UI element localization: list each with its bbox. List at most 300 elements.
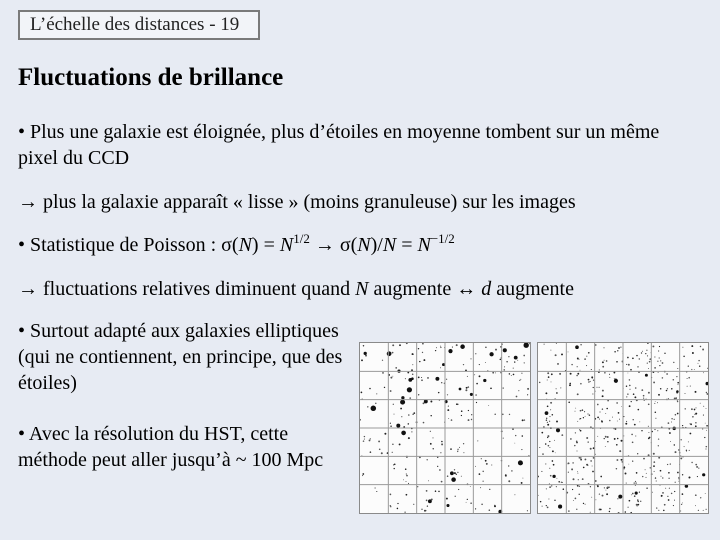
speckle-dot — [422, 352, 423, 353]
speckle-dot — [441, 443, 443, 445]
speckle-dot — [640, 501, 641, 502]
speckle-dot — [692, 416, 694, 418]
speckle-dot — [435, 490, 437, 492]
speckle-dot — [550, 475, 552, 477]
speckle-dot — [408, 483, 409, 484]
speckle-dot — [662, 377, 664, 379]
speckle-dot — [404, 512, 405, 513]
speckle-dot — [397, 508, 399, 510]
speckle-dot — [419, 361, 420, 362]
speckle-dot — [682, 347, 683, 348]
speckle-dot — [607, 436, 609, 438]
speckle-dot — [632, 419, 633, 420]
speckle-dot — [676, 376, 677, 377]
speckle-dot — [463, 364, 464, 365]
speckle-dot — [605, 413, 606, 414]
speckle-dot — [568, 510, 569, 511]
speckle-dot — [433, 448, 434, 449]
speckle-dot — [682, 502, 683, 503]
speckle-dot — [569, 384, 571, 386]
speckle-dot — [568, 462, 570, 464]
speckle-dot — [683, 356, 684, 357]
speckle-dot — [495, 349, 497, 351]
speckle-dot — [635, 485, 636, 486]
speckle-dot — [675, 482, 676, 483]
speckle-dot — [364, 436, 365, 437]
bullet-smooth-appearance: → plus la galaxie apparaît « lisse » (moins granuleuse) sur les images — [18, 191, 576, 213]
speckle-dot — [390, 505, 392, 507]
speckle-dot — [448, 418, 449, 419]
speckle-dot — [489, 489, 490, 490]
bullet-relative-fluctuations — [18, 276, 708, 302]
speckle-dot — [577, 485, 579, 487]
speckle-dot — [648, 403, 650, 405]
speckle-dot — [527, 510, 528, 511]
speckle-dot — [706, 408, 707, 409]
speckle-dot — [408, 423, 410, 425]
poisson-exponent-2: −1/2 — [430, 231, 455, 246]
star-dot — [407, 387, 412, 392]
speckle-dot — [687, 386, 688, 387]
speckle-dot — [516, 396, 518, 398]
star-dot — [676, 390, 679, 393]
speckle-dot — [612, 417, 613, 418]
fluct-text-3: augmente — [491, 278, 574, 300]
speckle-dot — [700, 403, 701, 404]
speckle-dot — [456, 344, 458, 346]
speckle-dot — [682, 493, 684, 495]
speckle-dot — [406, 494, 408, 496]
speckle-dot — [479, 375, 481, 377]
speckle-dot — [559, 373, 561, 375]
speckle-dot — [439, 469, 441, 471]
speckle-dot — [520, 379, 521, 380]
speckle-dot — [441, 481, 443, 483]
star-dot — [460, 344, 465, 349]
speckle-dot — [609, 377, 610, 378]
speckle-dot — [514, 443, 515, 444]
slide-header-label: L’échelle des distances - 19 — [30, 14, 240, 35]
speckle-dot — [636, 355, 637, 356]
speckle-dot — [551, 485, 552, 486]
speckle-dot — [485, 362, 486, 363]
speckle-dot — [674, 491, 675, 492]
speckle-dot — [555, 398, 556, 399]
speckle-dot — [502, 413, 504, 415]
speckle-dot — [604, 360, 605, 361]
speckle-dot — [382, 372, 384, 374]
speckle-dot — [687, 378, 688, 379]
speckle-dot — [518, 390, 519, 391]
poisson-var-n3: N — [357, 234, 371, 256]
speckle-dot — [667, 388, 668, 389]
speckle-dot — [503, 438, 504, 439]
speckle-dot — [638, 409, 640, 411]
star-dot — [556, 428, 560, 432]
speckle-dot — [671, 421, 672, 422]
speckle-dot — [653, 453, 655, 455]
speckle-dot — [685, 408, 686, 409]
speckle-dot — [595, 441, 596, 442]
speckle-dot — [454, 469, 455, 470]
speckle-dot — [407, 372, 409, 374]
speckle-dot — [625, 511, 627, 513]
speckle-dot — [695, 425, 697, 427]
speckle-dot — [375, 403, 376, 404]
speckle-dot — [544, 344, 545, 345]
speckle-dot — [542, 453, 544, 455]
speckle-dot — [653, 461, 655, 463]
speckle-dot — [697, 476, 698, 477]
speckle-dot — [538, 476, 539, 478]
speckle-dot — [369, 439, 371, 441]
star-dot — [450, 471, 454, 475]
speckle-dot — [418, 348, 419, 349]
speckle-dot — [607, 441, 608, 442]
speckle-dot — [653, 465, 655, 467]
speckle-dot — [406, 473, 407, 474]
speckle-dot — [635, 482, 636, 483]
speckle-dot — [677, 368, 678, 369]
speckle-dot — [573, 478, 575, 480]
speckle-dot — [691, 462, 692, 463]
speckle-dot — [673, 379, 675, 381]
speckle-dot — [645, 477, 646, 478]
speckle-dot — [476, 383, 478, 385]
speckle-dot — [674, 500, 675, 501]
speckle-dot — [621, 406, 622, 407]
speckle-dot — [658, 350, 659, 351]
star-dot — [635, 492, 638, 495]
speckle-dot — [382, 360, 383, 361]
speckle-dot — [591, 369, 592, 370]
speckle-dot — [394, 468, 395, 469]
speckle-dot — [668, 422, 670, 424]
speckle-dot — [694, 369, 695, 370]
speckle-dot — [394, 414, 395, 415]
speckle-dot — [577, 393, 579, 395]
speckle-dot — [671, 493, 673, 495]
speckle-dot — [658, 510, 659, 511]
speckle-dot — [514, 494, 515, 495]
speckle-dot — [623, 435, 624, 436]
speckle-dot — [609, 511, 610, 512]
speckle-dot — [673, 505, 674, 506]
speckle-dot — [626, 364, 627, 365]
speckle-dot — [599, 493, 600, 494]
speckle-dot — [659, 357, 660, 358]
speckle-dot — [636, 504, 638, 506]
speckle-dot — [524, 362, 525, 363]
speckle-dot — [703, 406, 704, 407]
speckle-dot — [626, 421, 627, 422]
speckle-dot — [618, 512, 620, 513]
speckle-dot — [570, 373, 572, 375]
speckle-dot — [522, 419, 524, 421]
star-dot — [706, 382, 708, 385]
speckle-dot — [413, 412, 415, 414]
speckle-dot — [408, 437, 410, 439]
speckle-dot — [671, 388, 673, 390]
speckle-dot — [438, 491, 440, 493]
star-dot — [503, 348, 507, 352]
speckle-dot — [682, 474, 683, 475]
speckle-dot — [641, 430, 642, 431]
speckle-dot — [547, 405, 549, 407]
speckle-dot — [430, 415, 431, 416]
speckle-dot — [686, 450, 687, 451]
speckle-dot — [617, 438, 619, 440]
speckle-dot — [633, 393, 635, 395]
speckle-dot — [440, 367, 441, 368]
speckle-dot — [698, 467, 699, 468]
speckle-dot — [609, 420, 611, 422]
speckle-dot — [629, 385, 631, 387]
ccd-grid-near — [360, 343, 530, 513]
speckle-dot — [361, 392, 363, 394]
speckle-dot — [636, 472, 638, 474]
speckle-dot — [700, 346, 701, 347]
speckle-dot — [580, 383, 582, 385]
speckle-dot — [448, 406, 449, 407]
speckle-dot — [627, 357, 629, 359]
speckle-dot — [607, 487, 609, 489]
speckle-dot — [463, 452, 464, 453]
speckle-dot — [509, 373, 511, 375]
speckle-dot — [673, 362, 674, 363]
speckle-dot — [390, 423, 391, 424]
poisson-var-n2: N — [279, 234, 294, 256]
speckle-dot — [406, 481, 407, 482]
speckle-dot — [605, 490, 606, 491]
speckle-dot — [476, 402, 477, 403]
speckle-dot — [675, 397, 676, 398]
speckle-dot — [504, 366, 505, 367]
fluct-text-1: → fluctuations relatives diminuent quand — [18, 278, 356, 300]
speckle-dot — [392, 376, 393, 377]
speckle-dot — [421, 379, 423, 381]
speckle-dot — [511, 375, 512, 376]
speckle-dot — [617, 498, 618, 499]
speckle-dot — [625, 423, 627, 425]
speckle-dot — [406, 475, 408, 477]
speckle-dot — [413, 504, 414, 505]
speckle-dot — [505, 474, 507, 476]
speckle-dot — [556, 421, 558, 423]
speckle-dot — [670, 441, 671, 442]
speckle-dot — [696, 466, 698, 468]
speckle-dot — [456, 474, 457, 475]
speckle-dot — [547, 435, 549, 437]
speckle-dot — [584, 358, 586, 360]
speckle-dot — [461, 415, 462, 416]
star-dot — [489, 352, 493, 356]
poisson-exponent-1: 1/2 — [293, 231, 310, 246]
speckle-dot — [642, 476, 643, 477]
speckle-dot — [655, 418, 656, 419]
speckle-dot — [495, 372, 496, 373]
speckle-dot — [635, 481, 636, 482]
speckle-dot — [576, 450, 577, 451]
speckle-dot — [477, 440, 478, 441]
speckle-dot — [568, 472, 569, 473]
speckle-dot — [657, 402, 658, 403]
speckle-dot — [639, 421, 640, 422]
speckle-dot — [616, 444, 618, 446]
speckle-dot — [637, 499, 638, 500]
speckle-dot — [547, 422, 548, 423]
speckle-dot — [576, 442, 578, 444]
speckle-dot — [540, 501, 542, 503]
speckle-dot — [590, 512, 591, 513]
star-dot — [411, 377, 414, 380]
speckle-dot — [364, 439, 365, 440]
speckle-dot — [609, 374, 610, 375]
speckle-dot — [688, 377, 690, 379]
speckle-dot — [572, 462, 574, 464]
speckle-dot — [467, 376, 468, 377]
speckle-dot — [643, 458, 645, 460]
speckle-dot — [552, 414, 554, 416]
speckle-dot — [392, 444, 394, 446]
speckle-dot — [597, 404, 599, 406]
speckle-dot — [579, 418, 580, 419]
speckle-dot — [604, 372, 606, 374]
speckle-dot — [412, 353, 414, 355]
speckle-dot — [616, 459, 618, 461]
speckle-dot — [575, 432, 576, 433]
speckle-dot — [691, 345, 693, 347]
speckle-dot — [690, 386, 691, 387]
poisson-var-n5: N — [417, 234, 431, 256]
speckle-dot — [580, 459, 582, 461]
speckle-dot — [621, 440, 623, 442]
speckle-dot — [547, 372, 549, 374]
speckle-dot — [547, 424, 549, 426]
speckle-dot — [592, 393, 593, 394]
speckle-dot — [558, 481, 560, 483]
speckle-dot — [632, 460, 633, 461]
speckle-dot — [689, 450, 690, 451]
speckle-dot — [684, 393, 685, 394]
speckle-dot — [369, 388, 371, 390]
speckle-dot — [399, 344, 401, 346]
speckle-dot — [545, 463, 546, 464]
speckle-dot — [475, 353, 476, 354]
speckle-dot — [576, 375, 578, 377]
speckle-dot — [664, 504, 666, 506]
speckle-dot — [441, 382, 442, 383]
speckle-dot — [411, 431, 412, 432]
speckle-dot — [635, 436, 636, 437]
speckle-dot — [582, 478, 584, 480]
speckle-dot — [426, 510, 427, 511]
speckle-dot — [522, 435, 524, 437]
speckle-dot — [647, 355, 648, 356]
speckle-dot — [527, 394, 528, 395]
speckle-dot — [430, 431, 431, 432]
speckle-dot — [707, 368, 708, 369]
speckle-dot — [571, 468, 573, 470]
speckle-dot — [450, 448, 452, 450]
speckle-dot — [504, 369, 505, 370]
speckle-dot — [648, 368, 649, 369]
speckle-dot — [603, 347, 604, 348]
speckle-dot — [384, 433, 386, 435]
speckle-dot — [626, 483, 627, 484]
speckle-dot — [587, 441, 588, 442]
speckle-dot — [417, 486, 418, 487]
speckle-dot — [601, 421, 603, 423]
speckle-dot — [699, 365, 700, 366]
speckle-dot — [670, 463, 671, 464]
speckle-dot — [669, 432, 671, 434]
speckle-dot — [675, 451, 677, 453]
speckle-dot — [628, 464, 629, 465]
speckle-dot — [619, 450, 621, 452]
speckle-dot — [392, 344, 394, 346]
speckle-dot — [560, 387, 561, 388]
bullet-hst-resolution: • Avec la résolution du HST, cette méthode peut aller jusqu’à ~ 100 Mpc — [18, 423, 324, 471]
speckle-dot — [556, 392, 558, 394]
speckle-dot — [639, 358, 640, 359]
speckle-dot — [479, 473, 481, 475]
speckle-dot — [660, 360, 661, 361]
speckle-dot — [587, 413, 588, 414]
speckle-dot — [401, 416, 402, 417]
speckle-dot — [506, 361, 507, 362]
speckle-dot — [645, 353, 646, 354]
speckle-dot — [461, 476, 462, 477]
speckle-dot — [405, 378, 406, 379]
speckle-dot — [465, 389, 467, 391]
speckle-dot — [550, 350, 551, 351]
speckle-dot — [616, 402, 617, 403]
speckle-dot — [418, 394, 419, 395]
speckle-dot — [641, 389, 643, 391]
speckle-dot — [375, 487, 376, 488]
speckle-dot — [624, 468, 625, 469]
speckle-dot — [646, 487, 648, 489]
speckle-dot — [637, 453, 638, 454]
speckle-dot — [426, 490, 428, 492]
speckle-dot — [547, 379, 548, 380]
speckle-dot — [703, 372, 704, 373]
speckle-dot — [705, 423, 706, 424]
speckle-dot — [392, 452, 393, 453]
speckle-dot — [523, 355, 525, 357]
speckle-dot — [658, 438, 659, 439]
speckle-dot — [577, 471, 578, 472]
poisson-text-2: ) = — [251, 234, 280, 256]
speckle-dot — [663, 510, 665, 512]
speckle-dot — [556, 478, 557, 479]
speckle-dot — [509, 414, 510, 415]
speckle-dot — [522, 478, 523, 479]
speckle-dot — [489, 509, 491, 511]
speckle-dot — [635, 387, 637, 389]
speckle-dot — [660, 470, 662, 472]
speckle-dot — [521, 373, 522, 374]
speckle-dot — [637, 366, 638, 367]
speckle-dot — [634, 482, 635, 483]
speckle-dot — [568, 402, 570, 404]
speckle-dot — [599, 419, 600, 420]
speckle-dot — [686, 451, 687, 452]
speckle-dot — [645, 469, 646, 470]
speckle-dot — [475, 394, 477, 396]
speckle-dot — [550, 402, 552, 404]
